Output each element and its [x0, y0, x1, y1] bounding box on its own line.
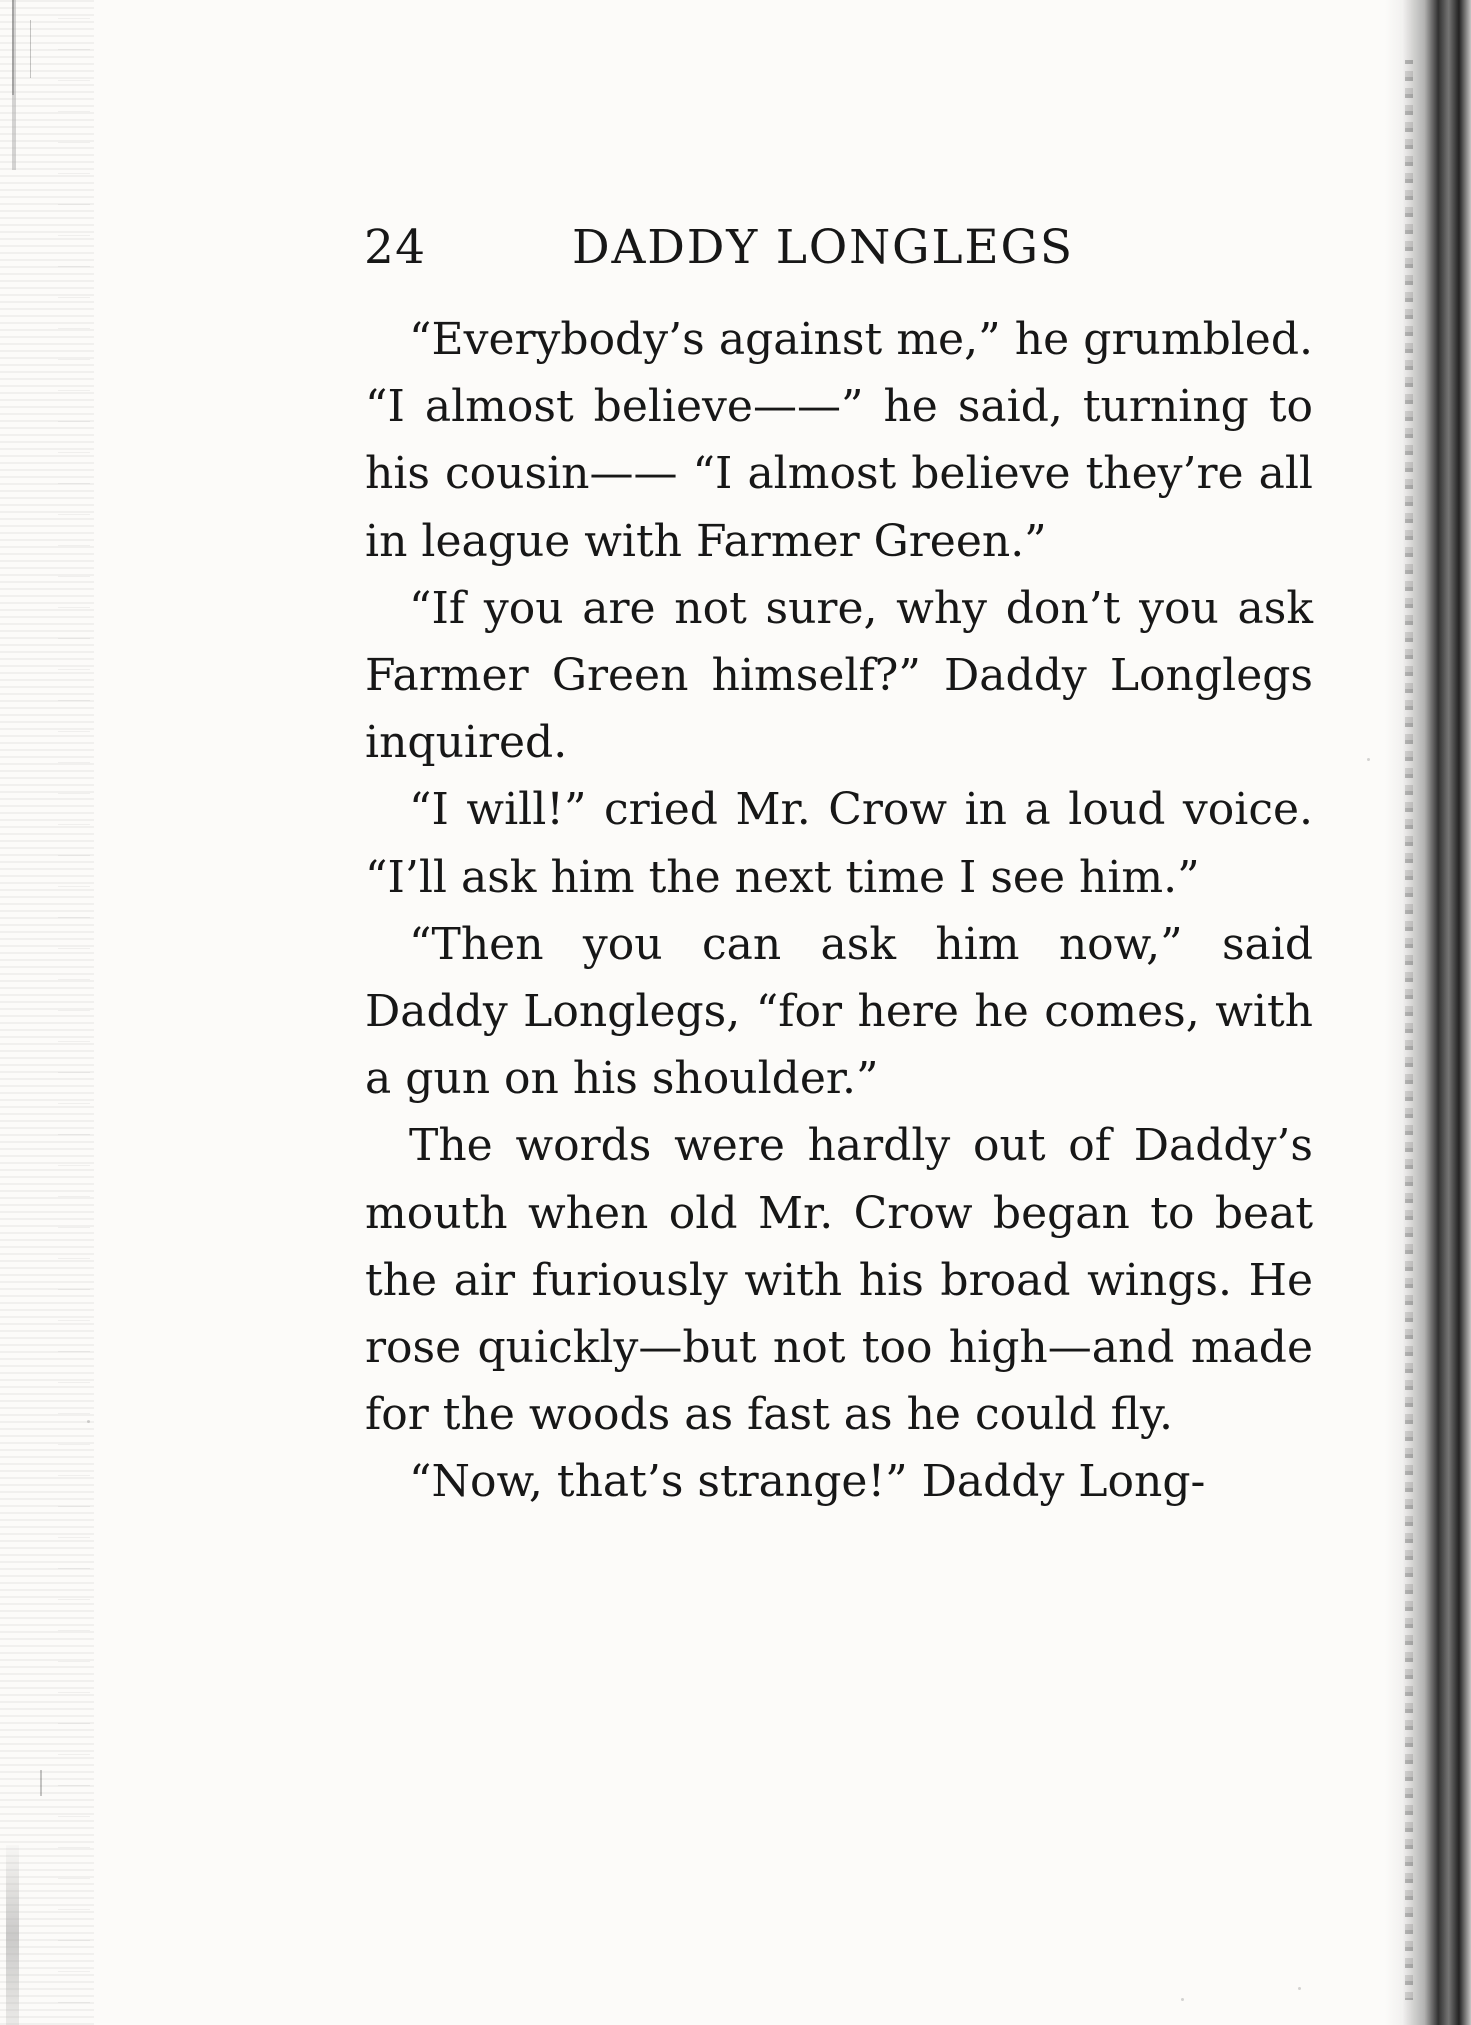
paragraph: “Then you can ask him now,” said Daddy Longlegs, “for here he comes, with a gun on his shoulder.”	[365, 918, 1313, 1105]
paragraph: “If you are not sure, why don’t you ask Farmer Green himself?” Daddy Longlegs inquired.	[365, 582, 1313, 769]
right-scan-edge	[1385, 0, 1471, 2025]
scan-dust	[1298, 1987, 1301, 1990]
scan-dust	[1367, 758, 1370, 761]
scan-dust	[87, 1420, 90, 1423]
paragraph: “Everybody’s against me,” he grumbled. “I almost believe——” he said, turning to his cousin—— “I almost believe they’re all in league with Farmer Green.”	[365, 314, 1313, 567]
paragraph: “I will!” cried Mr. Crow in a loud voice. “I’ll ask him the next time I see him.”	[365, 784, 1313, 903]
scan-dust	[1181, 1998, 1184, 2001]
left-edge-scratch	[40, 1770, 42, 1796]
left-paper-speckle	[58, 0, 90, 2025]
body-text	[365, 306, 1313, 1516]
left-edge-scratch	[12, 0, 14, 95]
page-number: 24	[364, 220, 427, 275]
left-edge-scratch	[30, 20, 31, 78]
paragraph: The words were hardly out of Daddy’s mouth when old Mr. Crow began to beat the air furiously with his broad wings. He rose quickly—but not too high—and made for the woods as fast as he could fly.	[365, 1120, 1313, 1441]
paragraph: “Now, that’s strange!” Daddy Long-	[409, 1456, 1206, 1508]
running-title: DADDY LONGLEGS	[572, 220, 1074, 275]
page-header	[364, 220, 1124, 280]
